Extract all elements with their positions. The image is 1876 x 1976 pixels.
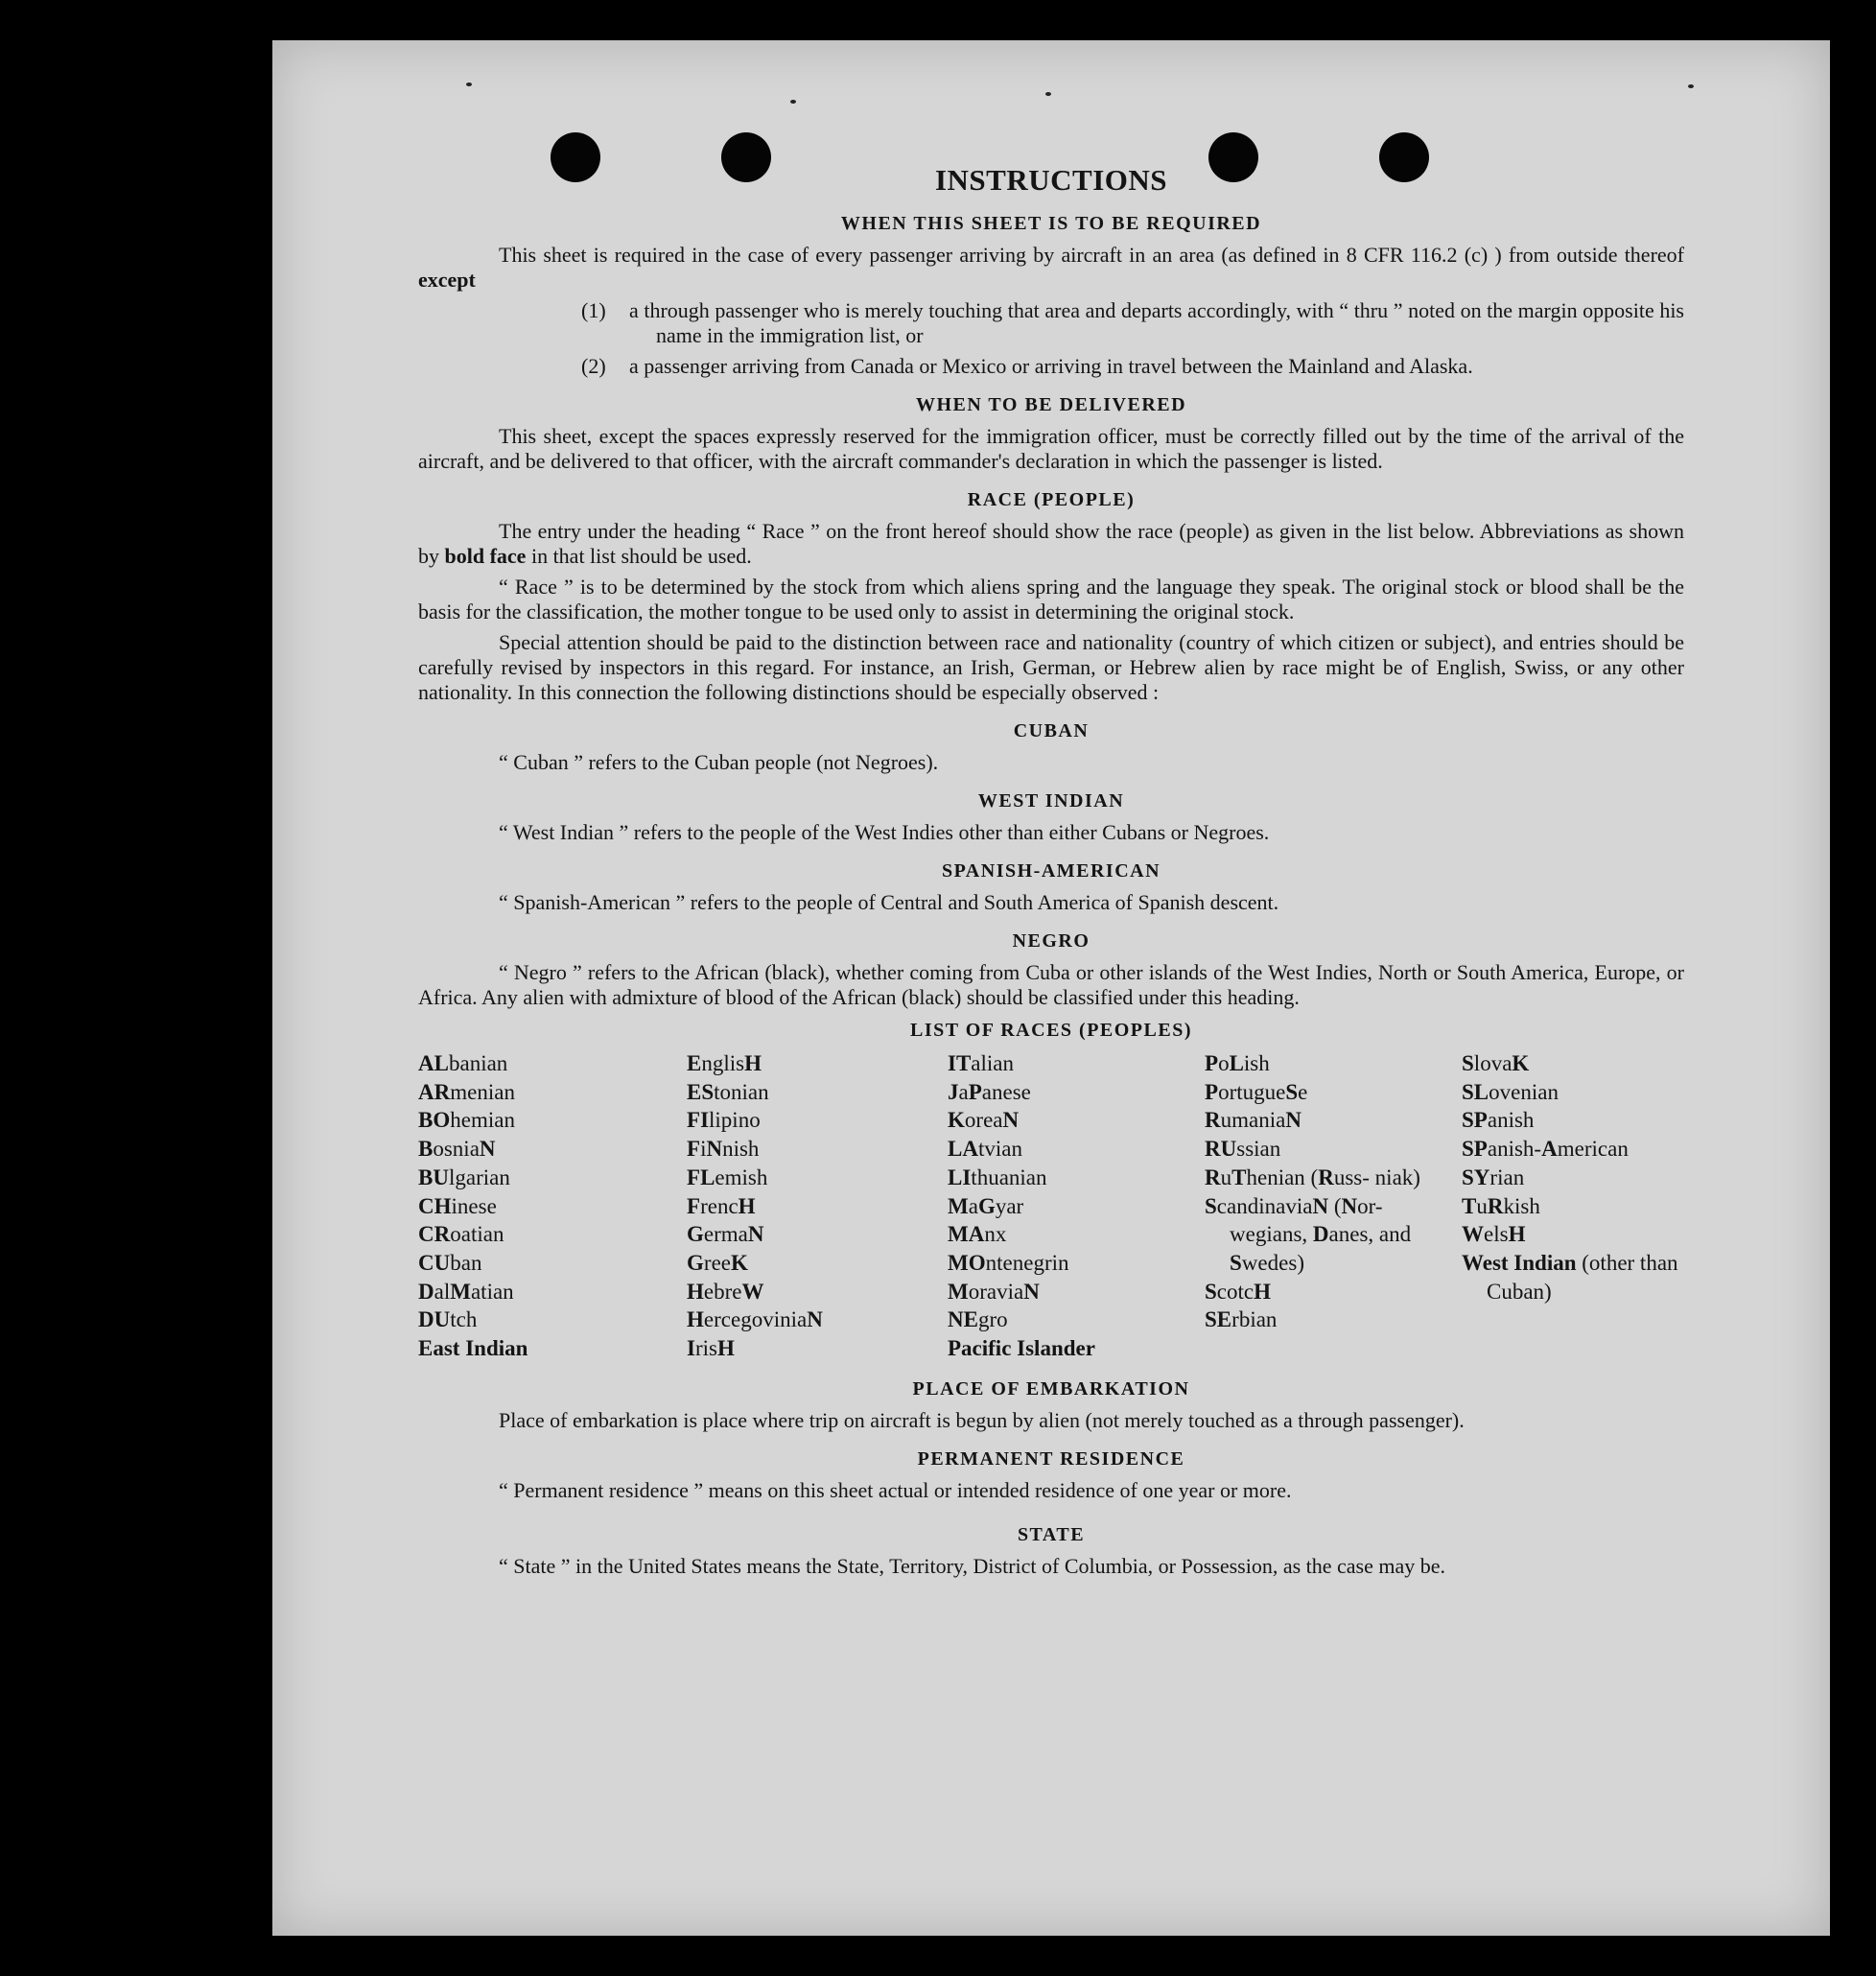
race-list-item: GreeK	[687, 1250, 748, 1275]
exception-number: (2)	[581, 354, 606, 378]
race-list-item: MaGyar	[948, 1193, 1024, 1218]
race-list-item: RuThenian (Russ- niak)	[1205, 1164, 1420, 1189]
race-list-item: PoLish	[1205, 1051, 1270, 1075]
spanish-american-paragraph: “ Spanish-American ” refers to the people of Central and South America of Spanish descent.	[499, 890, 1279, 914]
ink-speck	[466, 82, 472, 86]
race-list-item: SLovenian	[1462, 1079, 1559, 1104]
exception-text: a through passenger who is merely touching that area and departs accordingly, with “ thru ” noted on the margin opposite his name in the immigration list, or	[629, 298, 1684, 347]
section-heading-cuban: CUBAN	[1013, 720, 1090, 741]
race-list-item: ScotcH	[1205, 1279, 1272, 1304]
race-p1-end: in that list should be used.	[530, 544, 752, 568]
race-list-item: LIthuanian	[948, 1164, 1047, 1189]
race-list-item: DUtch	[418, 1307, 478, 1332]
race-list-item: FiNnish	[687, 1137, 760, 1162]
race-list-item: SYrian	[1462, 1164, 1525, 1189]
race-list-item: PortugueSe	[1205, 1079, 1308, 1104]
race-list-item: MoraviaN	[948, 1279, 1040, 1304]
race-list-item: SPanish-American	[1462, 1137, 1629, 1162]
race-list-item: CUban	[418, 1250, 482, 1275]
race-column	[1462, 1049, 1684, 1363]
negro-paragraph: “ Negro ” refers to the African (black), whether coming from Cuba or other islands of the West Indies, North or South America, Europe, or Africa. Any alien with admixture of blood of the African (black) should be classified under this heading.	[418, 960, 1684, 1009]
required-paragraph	[418, 243, 1684, 293]
race-list-item: East Indian	[418, 1336, 528, 1361]
race-list-item: FLemish	[687, 1164, 768, 1189]
race-list-item: MOntenegrin	[948, 1250, 1069, 1275]
race-list-item: SPanish	[1462, 1108, 1535, 1133]
race-list-item: EStonian	[687, 1079, 769, 1104]
section-heading-required: WHEN THIS SHEET IS TO BE REQUIRED	[840, 213, 1262, 234]
race-p1-start: The entry under the heading “ Race ” on the front hereof should show the race (people) as given in the list below. Abbreviations as shown by	[418, 519, 1684, 568]
section-heading-negro: NEGRO	[1012, 930, 1090, 952]
instructions-body	[418, 163, 1684, 1579]
race-list-item: ScandinaviaN (Nor- wegians, Danes, and Swedes)	[1205, 1193, 1412, 1275]
race-list-item: SErbian	[1205, 1307, 1278, 1332]
ink-speck	[1688, 84, 1694, 88]
race-list-item: MAnx	[948, 1222, 1007, 1247]
race-list-item: KoreaN	[948, 1108, 1020, 1133]
race-list-item: LAtvian	[948, 1137, 1022, 1162]
race-list-item: GermaN	[687, 1222, 764, 1247]
section-heading-state: STATE	[1017, 1523, 1086, 1545]
delivered-paragraph: This sheet, except the spaces expressly reserved for the immigration officer, must be correctly filled out by the time of the arrival of the aircraft, and be delivered to that officer, with the aircraft commander's declaration in which the passenger is listed.	[418, 424, 1684, 473]
race-list-item: EnglisH	[687, 1051, 762, 1075]
race-list-item: RUssian	[1205, 1137, 1281, 1162]
race-list-item: HercegoviniaN	[687, 1307, 823, 1332]
required-intro: This sheet is required in the case of every passenger arriving by aircraft in an area (as defined in 8 CFR 116.2 (c) ) from outside thereof	[499, 243, 1684, 267]
ink-speck	[790, 100, 796, 104]
west-indian-paragraph: “ West Indian ” refers to the people of the West Indies other than either Cubans or Negroes.	[499, 820, 1270, 844]
exception-text: a passenger arriving from Canada or Mexico or arriving in travel between the Mainland and Alaska.	[629, 354, 1473, 378]
embarkation-paragraph: Place of embarkation is place where trip on aircraft is begun by alien (not merely touched as a through passenger).	[499, 1407, 1465, 1432]
required-except: except	[418, 268, 476, 292]
race-list-item: IrisH	[687, 1336, 735, 1361]
race-column	[1205, 1049, 1462, 1363]
race-paragraph-2: “ Race ” is to be determined by the stock from which aliens spring and the language they speak. The original stock or blood shall be the basis for the classification, the mother tongue to be used only to assist in determining the original stock.	[418, 575, 1684, 623]
race-list-item: JaPanese	[948, 1079, 1031, 1104]
race-list-item: SlovaK	[1462, 1051, 1530, 1075]
section-heading-residence: PERMANENT RESIDENCE	[917, 1447, 1185, 1470]
race-list-item: BOhemian	[418, 1108, 515, 1133]
cuban-paragraph: “ Cuban ” refers to the Cuban people (not Negroes).	[499, 750, 939, 774]
page-title: INSTRUCTIONS	[934, 163, 1167, 197]
race-column	[948, 1049, 1205, 1363]
race-list-item: NEgro	[948, 1307, 1008, 1332]
race-list-item: FrencH	[687, 1193, 756, 1218]
race-list-item: Pacific Islander	[948, 1336, 1095, 1361]
exception-number: (1)	[581, 298, 606, 322]
exception-item	[581, 354, 1684, 379]
race-list-item: HebreW	[687, 1279, 764, 1304]
race-list-item: WelsH	[1462, 1222, 1526, 1247]
race-list-item: CRoatian	[418, 1222, 504, 1247]
state-paragraph: “ State ” in the United States means the State, Territory, District of Columbia, or Possession, as the case may be.	[499, 1553, 1446, 1578]
race-list-item: ITalian	[948, 1051, 1015, 1075]
ink-speck	[1045, 92, 1051, 96]
race-list-item: DalMatian	[418, 1279, 514, 1304]
race-p1-bold: bold face	[444, 544, 527, 568]
exception-item	[581, 298, 1684, 348]
residence-paragraph: “ Permanent residence ” means on this sheet actual or intended residence of one year or more.	[499, 1477, 1292, 1502]
race-list-item: ARmenian	[418, 1079, 515, 1104]
race-list-item: ALbanian	[418, 1051, 508, 1075]
race-list-item: West Indian (other than Cuban)	[1462, 1250, 1678, 1304]
race-paragraph-3: Special attention should be paid to the distinction between race and nationality (country of which citizen or subject), and entries should be carefully revised by inspectors in this regard. For instance, an Irish, German, or Hebrew alien by race might be of English, Swiss, or any other nationality. In this connection the following distinctions should be especially observed :	[418, 630, 1684, 704]
race-list-item: BosniaN	[418, 1137, 496, 1162]
race-list-item: TuRkish	[1462, 1193, 1540, 1218]
race-list-item: CHinese	[418, 1193, 497, 1218]
race-list	[418, 1049, 1684, 1363]
section-heading-race: RACE (PEOPLE)	[967, 489, 1136, 510]
section-heading-west-indian: WEST INDIAN	[977, 790, 1125, 812]
section-heading-delivered: WHEN TO BE DELIVERED	[915, 394, 1187, 415]
race-paragraph-1	[418, 519, 1684, 569]
section-heading-embarkation: PLACE OF EMBARKATION	[912, 1377, 1190, 1400]
section-heading-list: LIST OF RACES (PEOPLES)	[909, 1020, 1192, 1041]
race-list-item: RumaniaN	[1205, 1108, 1301, 1133]
race-list-item: FIlipino	[687, 1108, 761, 1133]
race-column	[418, 1049, 687, 1363]
race-list-item: BUlgarian	[418, 1164, 510, 1189]
race-column	[687, 1049, 948, 1363]
section-heading-spanish-american: SPANISH-AMERICAN	[941, 860, 1161, 882]
